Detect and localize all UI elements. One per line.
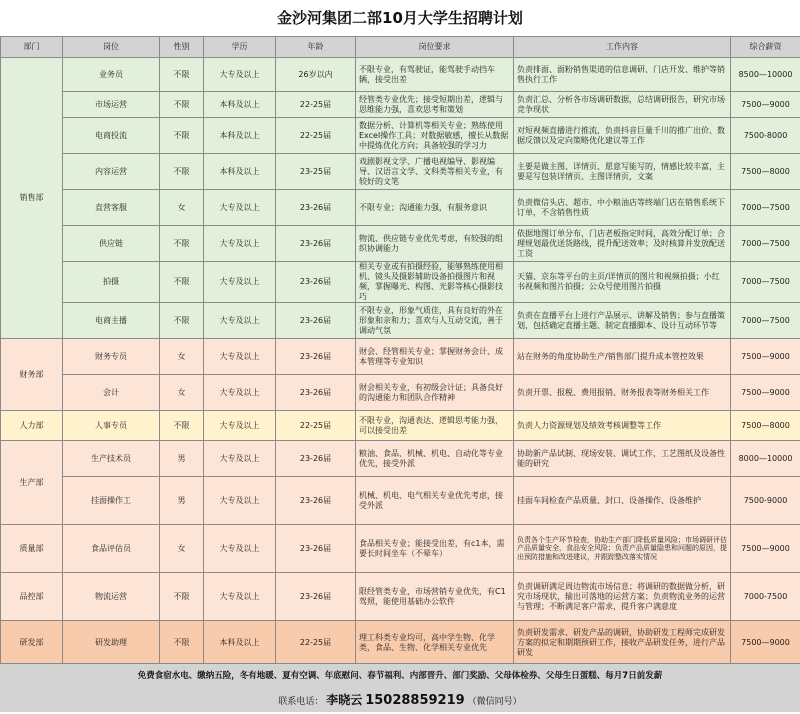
position-cell: 研发助理: [63, 621, 160, 665]
age-cell: 23-26届: [276, 339, 356, 375]
dept-cell-rnd: 研发部: [1, 621, 63, 665]
salary-cell: 7000—7500: [731, 303, 800, 339]
requirement-cell: 不限专业，沟通表达、逻辑思考能力强，可以接受出差: [356, 411, 514, 441]
education-cell: 本科及以上: [204, 154, 276, 190]
requirement-cell: 经管类专业优先；接受短期出差，逻辑与思维能力强，喜欢思考和策划: [356, 92, 514, 118]
requirement-cell: 机械、机电、电气相关专业优先考虑，接受外派: [356, 477, 514, 525]
content-cell: 协助新产品试制、现场安装、调试工作，工艺图纸及设备性能的研究: [514, 441, 731, 477]
position-cell: 会计: [63, 375, 160, 411]
dept-cell-hr: 人力部: [1, 411, 63, 441]
content-cell: 负责人力资源规划及绩效考核调整等工作: [514, 411, 731, 441]
table-row: [1, 621, 800, 665]
content-cell: 负责调研满足周边物流市场信息；将调研的数据做分析，研究市场现状，输出可落地的运营方案；负责物流业务的运营与管理；不断满足客户需求，提升客户满意度: [514, 573, 731, 621]
age-cell: 23-26届: [276, 303, 356, 339]
age-cell: 23-26届: [276, 573, 356, 621]
requirement-cell: 相关专业或有拍摄经验，能够熟练使用相机、镜头及摄影辅助设备拍摄图片和视频，掌握曝光、构图、光影等核心摄影技巧: [356, 262, 514, 303]
header-salary: 综合薪资: [731, 37, 800, 58]
position-cell: 直营客服: [63, 190, 160, 226]
header-age: 年龄: [276, 37, 356, 58]
position-cell: 业务员: [63, 58, 160, 92]
salary-cell: 7500—9000: [731, 621, 800, 665]
gender-cell: 不限: [160, 58, 204, 92]
content-cell: 依据地图订单分布，门店老板指定时间，高效分配订单；合理规划最优送货路线，提升配送效率；及时核算并发放配送工资: [514, 226, 731, 262]
gender-cell: 女: [160, 525, 204, 573]
dept-cell-qc: 品控部: [1, 573, 63, 621]
header-position: 岗位: [63, 37, 160, 58]
gender-cell: 不限: [160, 303, 204, 339]
age-cell: 23-25届: [276, 154, 356, 190]
requirement-cell: 财会相关专业，有初级会计证；具备良好的沟通能力和团队合作精神: [356, 375, 514, 411]
content-cell: 负责在直播平台上进行产品展示、讲解及销售；参与直播策划，包括确定直播主题、制定直播脚本、设计互动环节等: [514, 303, 731, 339]
gender-cell: 不限: [160, 118, 204, 154]
position-cell: 供应链: [63, 226, 160, 262]
gender-cell: 女: [160, 339, 204, 375]
education-cell: 大专及以上: [204, 525, 276, 573]
contact-phone[interactable]: 15028859219: [365, 693, 465, 708]
gender-cell: 不限: [160, 226, 204, 262]
table-row: [1, 411, 800, 441]
dept-cell-finance: 财务部: [1, 339, 63, 411]
content-cell: 负责开票、报税、费用报销、财务报表等财务相关工作: [514, 375, 731, 411]
contact-line: [0, 688, 800, 712]
salary-cell: 8000—10000: [731, 441, 800, 477]
content-cell: 挂面车间检查产品质量、封口、设备操作、设备维护: [514, 477, 731, 525]
education-cell: 大专及以上: [204, 262, 276, 303]
position-cell: 电商主播: [63, 303, 160, 339]
salary-cell: 7500—9000: [731, 92, 800, 118]
requirement-cell: 物流、供应链专业优先考虑，有较强的组织协调能力: [356, 226, 514, 262]
salary-cell: 7500—9000: [731, 525, 800, 573]
table-row: [1, 441, 800, 477]
content-cell: 站在财务的角度协助生产/销售部门提升成本管控效果: [514, 339, 731, 375]
age-cell: 22-25届: [276, 118, 356, 154]
education-cell: 大专及以上: [204, 190, 276, 226]
position-cell: 食品评估员: [63, 525, 160, 573]
table-row: [1, 339, 800, 375]
requirement-cell: 不限专业，有驾驶证，能驾驶手动挡车辆，接受出差: [356, 58, 514, 92]
gender-cell: 不限: [160, 621, 204, 665]
salary-cell: 7500—8000: [731, 154, 800, 190]
table-row: [1, 525, 800, 573]
education-cell: 大专及以上: [204, 303, 276, 339]
age-cell: 23-26届: [276, 375, 356, 411]
requirement-cell: 限经管类专业，市场营销专业优先，有C1驾照，能使用基础办公软件: [356, 573, 514, 621]
age-cell: 22-25届: [276, 92, 356, 118]
age-cell: 23-26届: [276, 226, 356, 262]
education-cell: 大专及以上: [204, 339, 276, 375]
requirement-cell: 粮油、食品、机械、机电、自动化等专业优先，接受外派: [356, 441, 514, 477]
requirement-cell: 不限专业，形象气质佳，具有良好的外在形象和亲和力；喜欢与人互动交流，善于调动气氛: [356, 303, 514, 339]
salary-cell: 7000-7500: [731, 573, 800, 621]
salary-cell: 7500—9000: [731, 375, 800, 411]
header-requirement: 岗位要求: [356, 37, 514, 58]
education-cell: 大专及以上: [204, 226, 276, 262]
requirement-cell: 理工科类专业均可，高中学生物、化学类，食品、生物、化学相关专业优先: [356, 621, 514, 665]
dept-cell-quality: 质量部: [1, 525, 63, 573]
table-row: [1, 58, 800, 92]
table-row: [1, 118, 800, 154]
contact-note: （微信同号）: [468, 697, 522, 707]
header-education: 学历: [204, 37, 276, 58]
header-gender: 性别: [160, 37, 204, 58]
position-cell: 市场运营: [63, 92, 160, 118]
requirement-cell: 数据分析、计算机等相关专业；熟练使用Excel操作工具；对数据敏感，擅长从数据中提炼优化方向；具备较强的学习力: [356, 118, 514, 154]
gender-cell: 不限: [160, 411, 204, 441]
content-cell: 负责各个生产环节检查，协助生产部门降低质量风险；市场调研评估产品质量安全，食品安全风险；负责产品质量隐患和问题的原因，提出预防措施和改进建议，并跟踪整改落实情况: [514, 525, 731, 573]
content-cell: 负责汇总、分析各市场调研数据，总结调研报告，研究市场竞争现状: [514, 92, 731, 118]
age-cell: 22-25届: [276, 411, 356, 441]
table-row: [1, 92, 800, 118]
requirement-cell: 戏剧影视文学、广播电视编导、影视编导、汉语言文学、文科类等相关专业，有较好的文笔: [356, 154, 514, 190]
content-cell: 负责研发需求、研发产品的调研，协助研发工程师完成研发方案的拟定和期期预研工作，接收产品研发任务，进行产品研发: [514, 621, 731, 665]
gender-cell: 不限: [160, 154, 204, 190]
position-cell: 生产技术员: [63, 441, 160, 477]
education-cell: 大专及以上: [204, 441, 276, 477]
benefits-line: 免费食宿水电、缴纳五险，冬有地暖、夏有空调、年底慰问、春节福利、内部晋升、部门奖励、父母体检券、父母生日蛋糕、每月7日前发薪: [0, 664, 800, 688]
table-row: [1, 573, 800, 621]
age-cell: 22-25届: [276, 621, 356, 665]
content-cell: 主要是做主图、详情页、愿意写能写的，情感比较丰富，主要是写包装详情页、主图详情页，文案: [514, 154, 731, 190]
salary-cell: 7000—7500: [731, 262, 800, 303]
table-row: [1, 303, 800, 339]
content-cell: 天猫、京东等平台的主页/详情页的图片和视频拍摄；小红书视频和图片拍摄；公众号使用图片拍摄: [514, 262, 731, 303]
salary-cell: 7500—8000: [731, 411, 800, 441]
requirement-cell: 财会、经管相关专业；掌握财务会计、成本管理等专业知识: [356, 339, 514, 375]
dept-cell-sales: 销售部: [1, 58, 63, 339]
gender-cell: 不限: [160, 262, 204, 303]
content-cell: 对短视频直播进行推流，负责抖音巨量千川的推广出价、数据反馈以及定向策略优化建议等工作: [514, 118, 731, 154]
content-cell: 负责排面、面粉销售渠道的信息调研、门店开发、维护等销售执行工作: [514, 58, 731, 92]
position-cell: 拍摄: [63, 262, 160, 303]
dept-cell-production: 生产部: [1, 441, 63, 525]
salary-cell: 8500—10000: [731, 58, 800, 92]
education-cell: 本科及以上: [204, 118, 276, 154]
age-cell: 26岁以内: [276, 58, 356, 92]
gender-cell: 女: [160, 190, 204, 226]
age-cell: 23-26届: [276, 525, 356, 573]
education-cell: 大专及以上: [204, 411, 276, 441]
education-cell: 大专及以上: [204, 477, 276, 525]
position-cell: 人事专员: [63, 411, 160, 441]
education-cell: 大专及以上: [204, 573, 276, 621]
position-cell: 物流运营: [63, 573, 160, 621]
table-row: [1, 262, 800, 303]
header-dept: 部门: [1, 37, 63, 58]
position-cell: 电商投流: [63, 118, 160, 154]
education-cell: 大专及以上: [204, 375, 276, 411]
position-cell: 财务专员: [63, 339, 160, 375]
position-cell: 内容运营: [63, 154, 160, 190]
salary-cell: 7500—9000: [731, 339, 800, 375]
gender-cell: 不限: [160, 92, 204, 118]
table-row: [1, 190, 800, 226]
education-cell: 本科及以上: [204, 621, 276, 665]
table-row: [1, 154, 800, 190]
salary-cell: 7500-9000: [731, 477, 800, 525]
table-row: [1, 226, 800, 262]
salary-cell: 7000—7500: [731, 226, 800, 262]
requirement-cell: 不限专业；沟通能力强，有服务意识: [356, 190, 514, 226]
gender-cell: 不限: [160, 573, 204, 621]
gender-cell: 男: [160, 477, 204, 525]
education-cell: 大专及以上: [204, 58, 276, 92]
content-cell: 负责微信头店、超市、中小粮油店等终端门店在销售系统下订单，不含销售性质: [514, 190, 731, 226]
requirement-cell: 食品相关专业；能接受出差，有c1本，需要长时间坐车（不晕车）: [356, 525, 514, 573]
salary-cell: 7500-8000: [731, 118, 800, 154]
contact-label: 联系电话：: [278, 697, 323, 707]
age-cell: 23-26届: [276, 441, 356, 477]
age-cell: 23-26届: [276, 262, 356, 303]
age-cell: 23-26届: [276, 190, 356, 226]
salary-cell: 7000—7500: [731, 190, 800, 226]
age-cell: 23-26届: [276, 477, 356, 525]
education-cell: 本科及以上: [204, 92, 276, 118]
table-row: [1, 477, 800, 525]
contact-person: 李晓云: [326, 693, 362, 707]
gender-cell: 女: [160, 375, 204, 411]
footer: [0, 663, 800, 712]
position-cell: 挂面操作工: [63, 477, 160, 525]
header-content: 工作内容: [514, 37, 731, 58]
recruitment-table: [0, 36, 800, 665]
table-row: [1, 375, 800, 411]
header-row: [1, 37, 800, 58]
page-title: 金沙河集团二部10月大学生招聘计划: [0, 0, 800, 36]
gender-cell: 男: [160, 441, 204, 477]
